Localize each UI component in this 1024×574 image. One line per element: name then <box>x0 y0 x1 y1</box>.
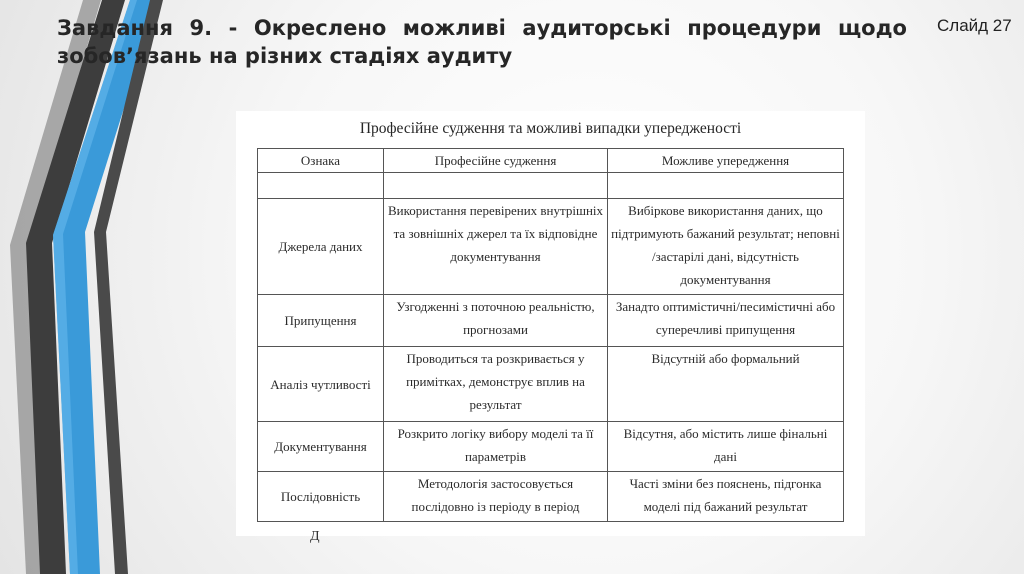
row-bias: Занадто оптимістичні/песимістичні або суперечливі припущення <box>608 295 844 347</box>
row-bias: Вибіркове використання даних, що підтримують бажаний результат; неповні /застарілі дані, відсутність документування <box>608 199 844 295</box>
judgement-bias-table <box>257 148 844 522</box>
table-header-row <box>258 149 844 173</box>
row-sign: Аналіз чутливості <box>258 347 384 422</box>
table-row <box>258 347 844 422</box>
header-sign: Ознака <box>258 149 384 173</box>
header-bias: Можливе упередження <box>608 149 844 173</box>
row-bias: Відсутній або формальний <box>608 347 844 422</box>
table-row <box>258 422 844 472</box>
header-judgement: Професійне судження <box>384 149 608 173</box>
table-caption: Професійне судження та можливі випадки упередженості <box>359 120 742 137</box>
empty-cell <box>608 173 844 199</box>
empty-cell <box>384 173 608 199</box>
row-judgement: Узгодженні з поточною реальністю, прогнозами <box>384 295 608 347</box>
row-sign: Послідовність <box>258 472 384 522</box>
row-judgement: Розкрито логіку вибору моделі та її параметрів <box>384 422 608 472</box>
table-empty-row <box>258 173 844 199</box>
table-image <box>236 111 865 544</box>
row-sign: Припущення <box>258 295 384 347</box>
empty-cell <box>258 173 384 199</box>
slide-number: Слайд 27 <box>937 16 1012 35</box>
row-judgement: Використання перевірених внутрішніх та зовнішніх джерел та їх відповідне документування <box>384 199 608 295</box>
row-bias: Часті зміни без пояснень, підгонка моделі під бажаний результат <box>608 472 844 522</box>
cut-off-text-fragment: Д <box>310 529 320 544</box>
row-sign: Документування <box>258 422 384 472</box>
table-row <box>258 295 844 347</box>
row-sign: Джерела даних <box>258 199 384 295</box>
row-judgement: Методологія застосовується послідовно із періоду в період <box>384 472 608 522</box>
table-row <box>258 199 844 295</box>
row-bias: Відсутня, або містить лише фінальні дані <box>608 422 844 472</box>
slide-title: Завдання 9. - Окреслено можливі аудиторські процедури щодо зобов’язань на різних стадіях аудиту <box>57 16 907 68</box>
table-row <box>258 472 844 522</box>
row-judgement: Проводиться та розкривається у примітках, демонструє вплив на результат <box>384 347 608 422</box>
